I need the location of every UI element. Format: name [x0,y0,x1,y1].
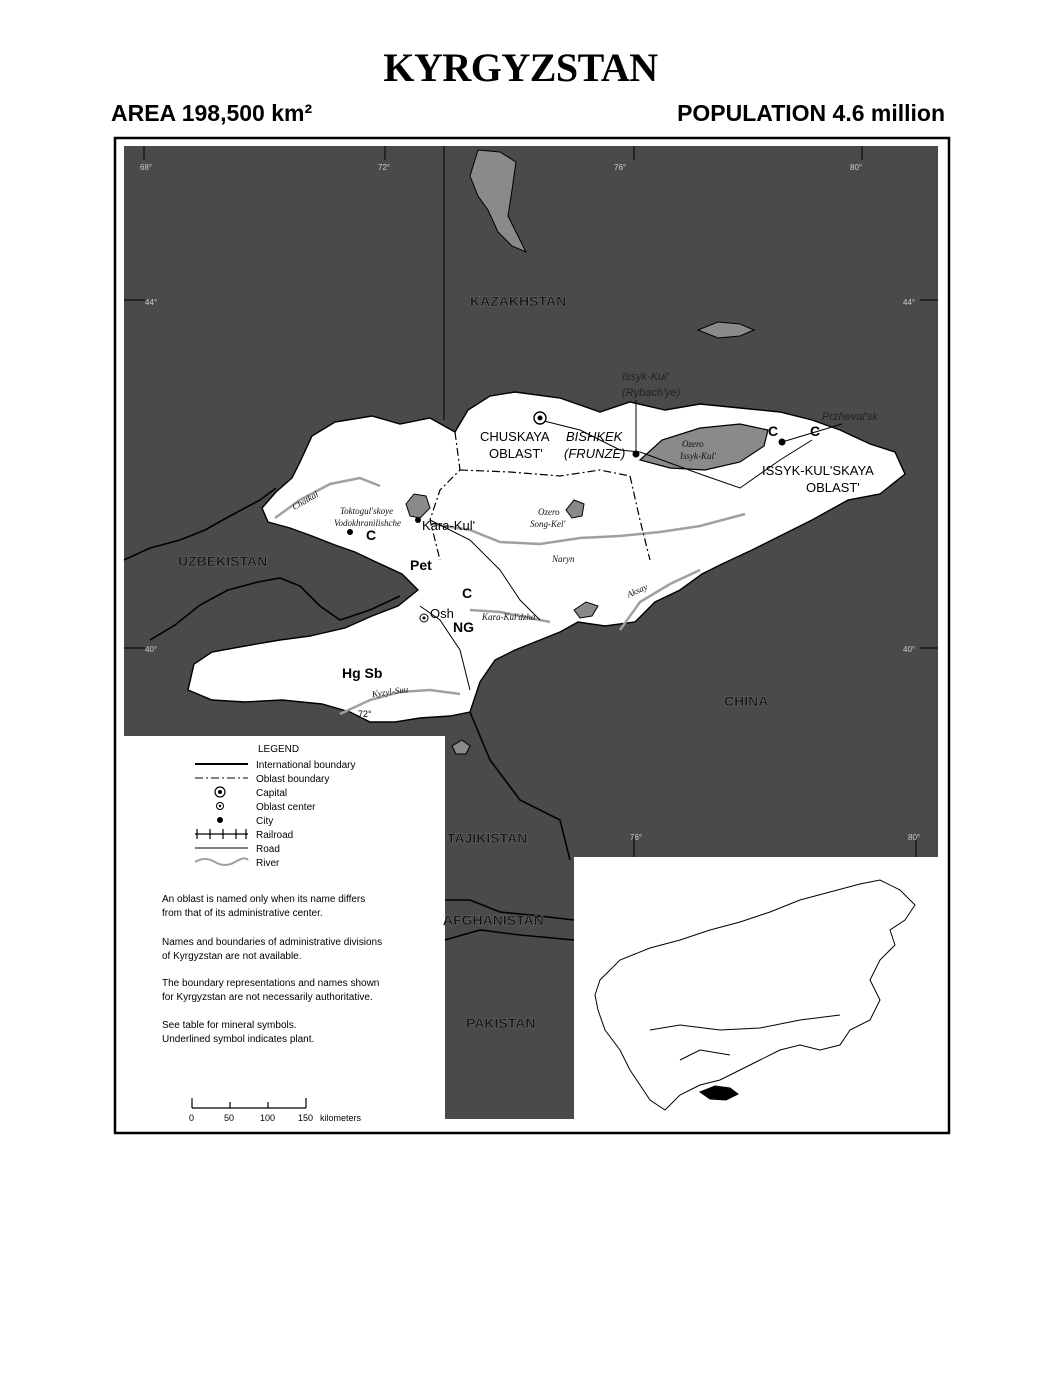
scale-tick-150: 150 [298,1113,314,1123]
scale-tick-0: 0 [189,1113,195,1123]
scale-unit: kilometers [320,1113,362,1123]
legend-label-river: River [256,858,280,869]
legend-label-international-boundary: International boundary [256,760,356,771]
city-label-bishkek-line1: BISHKEK [566,429,623,444]
river-label-aksay: Aksay [625,581,649,600]
lake-label-song-kel-line2: Song-Kel' [530,519,566,529]
legend-symbol-oblast-center [217,803,224,810]
lon-label-72-inner: 72° [358,709,372,719]
river-label-kyzyl-suu: Kyzyl-Suu [371,684,409,700]
lake-label-song-kel-line1: Ozero [538,507,560,517]
oblast-label-issyk-line2: OBLAST' [806,480,860,495]
river-label-chatkal: Chatkal [290,489,321,512]
oblast-label-chuskaya-line1: CHUSKAYA [480,429,550,444]
legend-title: LEGEND [258,744,300,755]
lat-label-40-left: 40° [145,645,158,654]
reservoir-label-line1: Toktogul'skoye [340,506,394,516]
reservoir-label-line2: Vodokhranilishche [334,518,401,528]
lake-label-issyk-line1: Ozero [682,439,704,449]
legend-label-oblast-boundary: Oblast boundary [256,774,330,785]
mineral-label-c-lake: C [768,423,779,439]
city-label-rybachye-line1: Issyk-Kul' [622,371,669,383]
note-1-line1: An oblast is named only when its name differs [162,894,366,905]
scale-tick-100: 100 [260,1113,276,1123]
mineral-label-c-east: C [810,423,821,439]
city-label-osh: Osh [430,606,454,621]
legend-label-oblast-center: Oblast center [256,802,316,813]
oblast-label-chuskaya-line2: OBLAST' [489,446,543,461]
mineral-label-ng: NG [453,619,474,635]
note-3-line1: The boundary representations and names shown [162,978,380,989]
legend-symbol-capital [215,787,225,797]
lat-label-44-left: 44° [145,298,158,307]
area-label: AREA 198,500 km² [111,100,313,126]
city-label-rybachye-line2: (Rybach'ye) [622,387,681,399]
lon-label-68: 68° [140,163,153,172]
mineral-label-c-west: C [366,527,377,543]
bishkek-capital-marker [534,412,546,424]
note-2-line1: Names and boundaries of administrative divisions [162,937,383,948]
lon-label-80: 80° [850,163,863,172]
country-label-uzbekistan: UZBEKISTAN [178,553,268,569]
lake-label-issyk-line2: Issyk-Kul' [680,451,716,461]
city-label-kara-kul: Kara-Kul' [422,518,476,533]
population-label: POPULATION 4.6 million [677,100,945,126]
note-4-line1: See table for mineral symbols. [162,1020,297,1031]
note-4-line2: Underlined symbol indicates plant. [162,1034,315,1045]
legend-label-capital: Capital [256,788,288,799]
note-3-line2: for Kyrgyzstan are not necessarily authoritative. [162,992,373,1003]
country-label-tajikistan: TAJIKISTAN [447,830,528,846]
city-label-bishkek-line2: (FRUNZE) [564,446,626,461]
mineral-label-c-south: C [462,585,473,601]
lat-label-44-right: 44° [903,298,916,307]
country-label-afghanistan: AFGHANISTAN [443,912,544,928]
lon-label-76-bottom: 76° [630,833,643,842]
lon-label-72: 72° [378,163,391,172]
country-label-pakistan: PAKISTAN [466,1015,536,1031]
legend-label-railroad: Railroad [256,830,294,841]
oblast-label-issyk-line1: ISSYK-KUL'SKAYA [762,463,874,478]
legend-label-city: City [256,816,274,827]
river-label-kara-kuldzha: Kara-Kul'dzha [482,612,536,622]
river-label-naryn: Naryn [552,554,575,564]
mineral-label-hgsb: Hg Sb [342,665,383,681]
city-marker-west [347,529,353,535]
scale-tick-50: 50 [224,1113,235,1123]
lon-label-80-bottom: 80° [908,833,921,842]
mineral-label-pet: Pet [410,557,432,573]
legend-symbol-city [217,817,223,823]
note-2-line2: of Kyrgyzstan are not available. [162,951,302,962]
lat-label-40-right: 40° [903,645,916,654]
legend-label-road: Road [256,844,280,855]
city-label-przhevalsk: Przheval'sk [822,411,878,423]
osh-oblast-center-marker [420,614,428,622]
country-label-china: CHINA [724,693,769,709]
kara-kul-city-marker [415,517,421,523]
map-title: KYRGYZSTAN [383,45,658,90]
lon-label-76: 76° [614,163,627,172]
country-label-kazakhstan: KAZAKHSTAN [470,293,567,309]
note-1-line2: from that of its administrative center. [162,908,323,919]
